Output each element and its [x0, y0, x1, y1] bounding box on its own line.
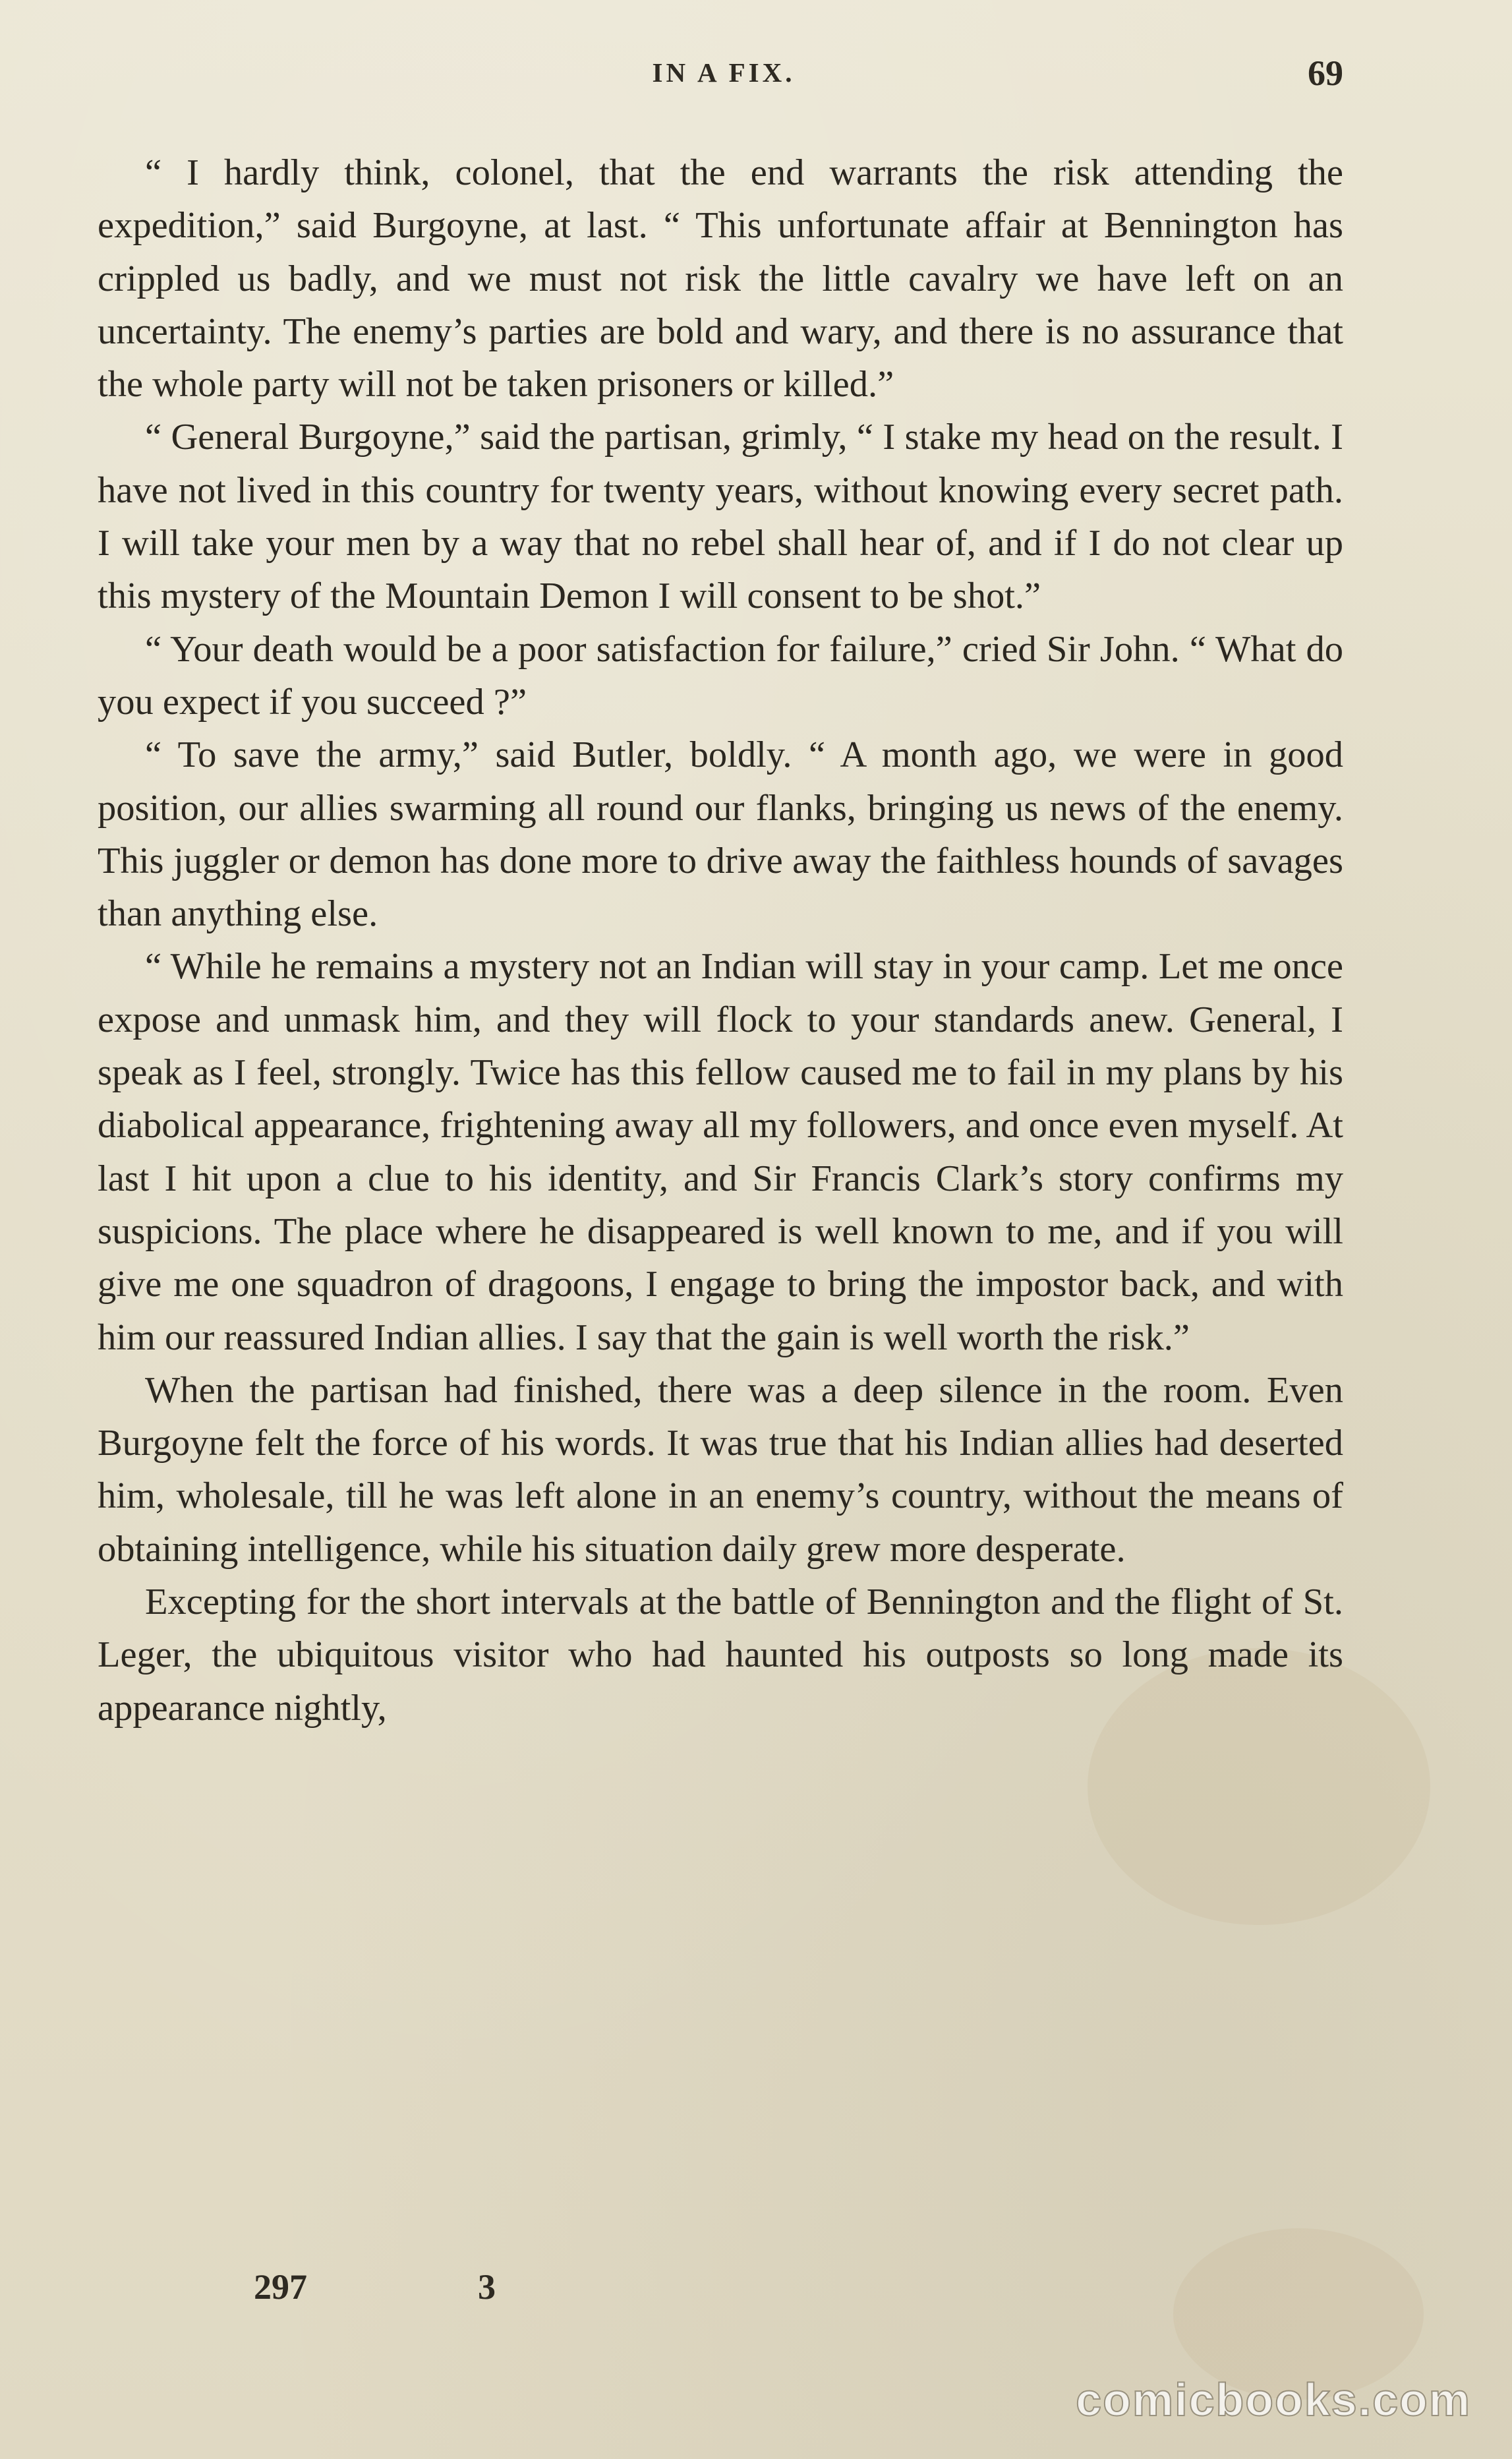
watermark: comicbooks.com: [1076, 2374, 1471, 2425]
paragraph: When the partisan had finished, there was a deep silence in the room. Even Burgoyne felt the force of his words. It was true that his Indian allies had deserted him, wholesale, till he was left alone in an enemy’s country, without the means of obtaining intelligence, while his situation daily grew more desperate.: [98, 1369, 1343, 1570]
page-footer: [254, 2266, 649, 2313]
paragraph: “ Your death would be a poor satisfaction for failure,” cried Sir John. “ What do you expect if you succeed ?”: [98, 628, 1343, 723]
signature-number: 297: [254, 2267, 307, 2307]
paragraph: Excepting for the short intervals at the battle of Bennington and the flight of St. Leger, the ubiquitous visitor who had haunted his outposts so long made its appearance nightly,: [98, 1582, 1343, 1729]
paragraph: “ I hardly think, colonel, that the end warrants the risk attending the expedition,” said Burgoyne, at last. “ This unfortunate affair at Bennington has crippled us badly, and we must not risk the little cavalry we have left on an uncertainty. The enemy’s parties are bold and wary, and there is no assurance that the whole party will not be taken prisoners or killed.”: [98, 152, 1343, 405]
page-header: [98, 53, 1350, 99]
signature-mark: 3: [478, 2267, 496, 2307]
paragraph: “ General Burgoyne,” said the partisan, grimly, “ I stake my head on the result. I have not lived in this country for twenty years, without knowing every secret path. I will take your men by a way that no rebel shall hear of, and if I do not clear up this mystery of the Mountain Demon I will consent to be shot.”: [98, 417, 1343, 617]
paragraph: “ To save the army,” said Butler, boldly. “ A month ago, we were in good position, our allies swarming all round our flanks, bringing us news of the enemy. This juggler or demon has done more to drive away the faithless hounds of savages than anything else.: [98, 734, 1343, 935]
running-title: IN A FIX.: [652, 57, 796, 88]
paragraph: “ While he remains a mystery not an Indian will stay in your camp. Let me once expose and unmask him, and they will flock to your standards anew. General, I speak as I feel, strongly. Twice has this fellow caused me to fail in my plans by his diabolical appearance, frightening away all my followers, and once even myself. At last I hit upon a clue to his identity, and Sir Francis Clark’s story confirms my suspicions. The place where he disappeared is well known to me, and if you will give me one squadron of dragoons, I engage to bring the impostor back, and with him our reassured Indian allies. I say that the gain is well worth the risk.”: [98, 946, 1343, 1358]
page-number: 69: [1308, 53, 1343, 93]
body-text: [98, 146, 1343, 1734]
